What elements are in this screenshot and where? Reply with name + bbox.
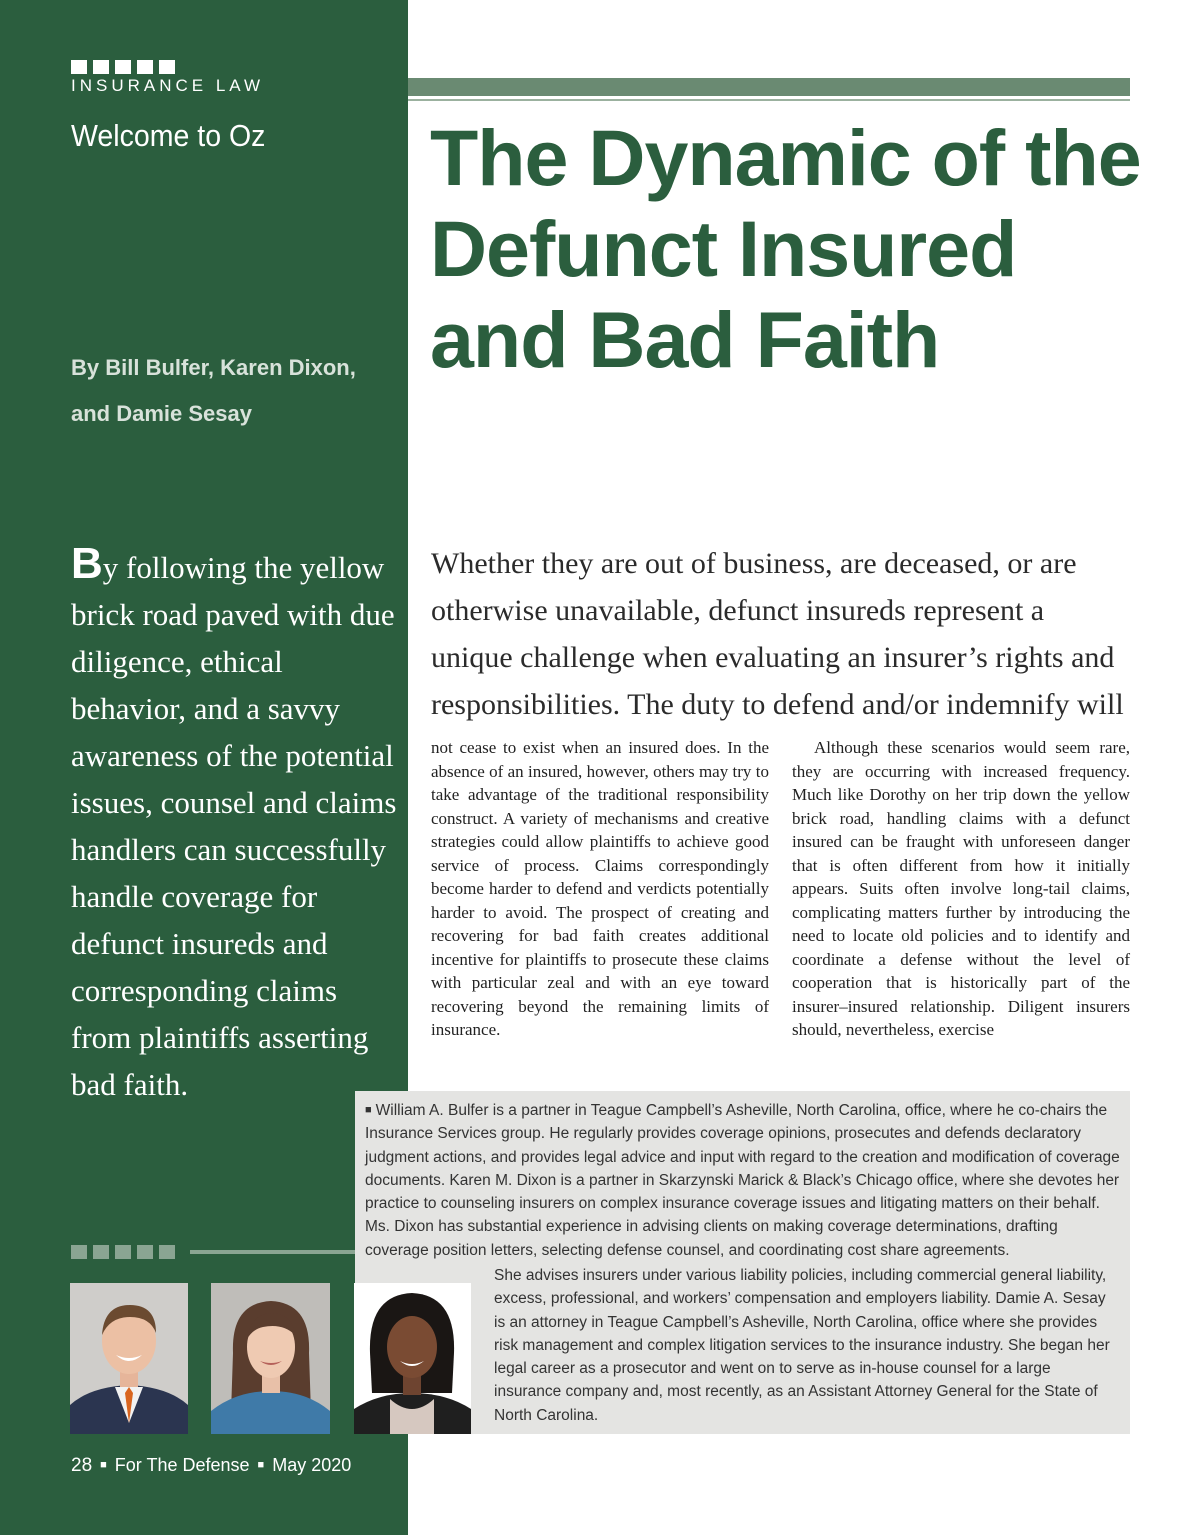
page-footer <box>71 1455 351 1477</box>
byline <box>71 345 391 437</box>
author-bio-part-1 <box>365 1099 1120 1262</box>
byline-line-1: By Bill Bulfer, Karen Dixon, <box>71 355 356 380</box>
author-photo-sesay <box>354 1283 471 1434</box>
title-line-3: and Bad Faith <box>430 295 940 384</box>
lead-paragraph: Whether they are out of business, are deceased, or are otherwise unavailable, defunct insureds represent a unique challenge when evaluating an insurer’s rights and responsibilities. The duty to defend and/or indemnify will <box>431 547 1124 721</box>
bio-bullet-icon: ■ <box>365 1104 372 1116</box>
article-title <box>430 112 1190 385</box>
author-photo-dixon-image <box>211 1283 330 1434</box>
pull-quote <box>71 540 401 1108</box>
header-rule <box>408 78 1130 96</box>
byline-line-2: and Damie Sesay <box>71 401 252 426</box>
title-line-1: The Dynamic of the <box>430 113 1141 202</box>
author-photo-bulfer <box>70 1283 188 1434</box>
section-title: Welcome to Oz <box>71 118 266 153</box>
pull-quote-dropcap: B <box>71 539 103 588</box>
author-photo-sesay-image <box>354 1283 471 1434</box>
pull-quote-text: y following the yellow brick road paved with due diligence, ethical behavior, and a savvy awareness of the potential issues, counsel and claims handlers can successfully handle coverage for defunct insureds and corresponding claims from plaintiffs asserting bad faith. <box>71 550 397 1102</box>
header-squares-decoration <box>71 60 175 74</box>
header-rule-thin <box>408 99 1130 101</box>
author-photo-bulfer-image <box>70 1283 188 1434</box>
body-column-1: not cease to exist when an insured does. In the absence of an insured, however, others may try to take advantage of the traditional responsibility construct. A variety of mechanisms and creative strategies could allow plaintiffs to achieve good service of process. Claims correspondingly become harder to defend and verdicts potentially harder to avoid. The prospect of creating and recovering for bad faith creates additional incentive for plaintiffs to prosecute these claims with particular zeal and with an eye toward recovering beyond the remaining limits of insurance. <box>431 738 769 1039</box>
author-photo-dixon <box>211 1283 330 1434</box>
author-bio-part-2: She advises insurers under various liability policies, including commercial general liability, excess, professional, and workers’ compensation and employers liability. Damie A. Sesay is an attorney in Teague Campbell’s Asheville, North Carolina, office where she provides risk management and complex litigation services to the insurance industry. She began her legal career as a prosecutor and went on to serve as in-house counsel for a large insurance company and, most recently, as an Assistant Attorney General for the State of North Carolina. <box>494 1267 1110 1424</box>
footer-separator-icon: ■ <box>100 1459 107 1471</box>
photo-rule <box>190 1250 355 1254</box>
bio-text-1: William A. Bulfer is a partner in Teague Campbell’s Asheville, North Carolina, office, where he co-chairs the Insurance Services group. He regularly provides coverage opinions, prosecutes and defends declaratory judgment actions, and provides legal advice and input with regard to the creation and modification of coverage documents. Karen M. Dixon is a partner in Skarzynski Marick & Black’s Chicago office, where she devotes her practice to counseling insurers on complex insurance coverage issues and litigating matters on their behalf. Ms. Dixon has substantial experience in advising clients on making coverage determinations, drafting coverage position letters, selecting defense counsel, and coordinating cost share agreements. <box>365 1102 1120 1259</box>
body-column-2: Although these scenarios would seem rare, they are occurring with increased frequency. Much like Dorothy on her trip down the yellow brick road, handling claims with a defunct insured can be fraught with unforeseen danger that is often different from how it initially appears. Suits often involve long-tail claims, complicating matters further by introducing the need to locate old policies and to identify and coordinate a defense without the level of cooperation that is historically part of the insurer–insured relationship. Diligent insurers should, nevertheless, exercise <box>792 738 1130 1039</box>
footer-publication: For The Defense <box>114 1455 250 1475</box>
photo-squares-decoration <box>71 1245 175 1259</box>
title-line-2: Defunct Insured <box>430 204 1017 293</box>
footer-date: May 2020 <box>272 1455 352 1475</box>
page-number: 28 <box>71 1455 93 1476</box>
footer-separator-icon: ■ <box>257 1459 265 1471</box>
section-kicker: INSURANCE LAW <box>71 76 265 95</box>
